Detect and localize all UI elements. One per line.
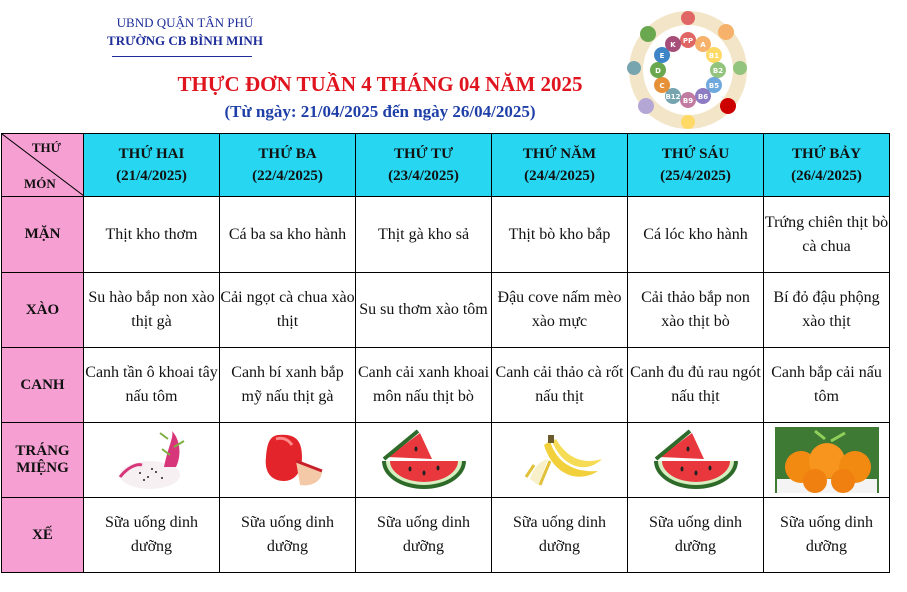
dish-cell: Sữa uống dinh dưỡng xyxy=(628,498,764,573)
day-header xyxy=(628,134,764,197)
dish-cell: Su su thơm xào tôm xyxy=(356,273,492,348)
corner-label-day: THỨ xyxy=(31,140,61,155)
dish-cell: Sữa uống dinh dưỡng xyxy=(492,498,628,573)
vitamin-label: PP xyxy=(682,37,694,45)
day-name: THỨ BẢY xyxy=(791,146,862,162)
vitamin-dots xyxy=(650,32,726,108)
watermelon-icon xyxy=(374,427,474,493)
dish-cell: Canh bí xanh bắp mỹ nấu thịt gà xyxy=(220,348,356,423)
dish-cell: Sữa uống dinh dưỡng xyxy=(764,498,890,573)
category-xao: XÀO xyxy=(2,273,84,348)
dessert-cell xyxy=(764,423,890,498)
vitamin-label: K xyxy=(670,41,676,50)
vitamin-label: D xyxy=(655,67,661,75)
table-row-trang-mieng xyxy=(2,423,890,498)
dish-cell: Canh cải xanh khoai môn nấu thịt bò xyxy=(356,348,492,423)
dish-cell: Canh bắp cải nấu tôm xyxy=(764,348,890,423)
day-name: THỨ SÁU xyxy=(661,146,730,162)
dessert-cell xyxy=(356,423,492,498)
dish-cell: Thịt gà kho sả xyxy=(356,197,492,273)
dish-cell: Cá ba sa kho hành xyxy=(220,197,356,273)
header-organization xyxy=(100,14,270,50)
vitamin-label: B9 xyxy=(682,97,694,105)
vitamin-label: C xyxy=(659,82,665,90)
vitamin-label: B6 xyxy=(697,92,709,101)
day-date: (26/4/2025) xyxy=(791,168,862,184)
table-row-xao xyxy=(2,273,890,348)
table-row-xe xyxy=(2,498,890,573)
vitamin-wheel-logo xyxy=(618,8,758,132)
weekly-menu-table xyxy=(1,133,890,573)
vitamin-label: B5 xyxy=(708,82,720,90)
rose-apple-icon xyxy=(238,427,338,493)
dish-cell: Sữa uống dinh dưỡng xyxy=(84,498,220,573)
org-name: UBND QUẬN TÂN PHÚ xyxy=(116,15,254,30)
food-ring-icon xyxy=(627,11,747,129)
vitamin-label: B1 xyxy=(708,52,720,60)
day-date: (24/4/2025) xyxy=(524,168,595,184)
dish-cell: Thịt kho thơm xyxy=(84,197,220,273)
dish-cell: Su hào bắp non xào thịt gà xyxy=(84,273,220,348)
day-header xyxy=(84,134,220,197)
corner-label-dish: MÓN xyxy=(24,176,56,191)
school-underline xyxy=(112,56,252,57)
banana-icon xyxy=(510,427,610,493)
vitamin-label: B2 xyxy=(712,67,724,75)
dish-cell: Cá lóc kho hành xyxy=(628,197,764,273)
menu-title: THỰC ĐƠN TUẦN 4 THÁNG 04 NĂM 2025 xyxy=(177,72,583,96)
dish-cell: Cải ngọt cà chua xào thịt xyxy=(220,273,356,348)
table-corner xyxy=(2,134,84,197)
day-header xyxy=(220,134,356,197)
dish-cell: Cải thảo bắp non xào thịt bò xyxy=(628,273,764,348)
vitamin-label: A xyxy=(700,41,706,50)
category-man: MẶN xyxy=(2,197,84,273)
day-date: (22/4/2025) xyxy=(252,168,323,184)
day-date: (23/4/2025) xyxy=(388,168,459,184)
dish-cell: Bí đỏ đậu phộng xào thịt xyxy=(764,273,890,348)
day-name: THỨ NĂM xyxy=(522,146,597,162)
table-row-canh xyxy=(2,348,890,423)
orange-icon xyxy=(775,427,879,493)
category-canh: CANH xyxy=(2,348,84,423)
day-header xyxy=(492,134,628,197)
day-name: THỨ BA xyxy=(258,146,317,162)
category-xe: XẾ xyxy=(2,498,84,573)
dish-cell: Canh cải thảo cà rốt nấu thịt xyxy=(492,348,628,423)
day-header xyxy=(356,134,492,197)
dessert-cell xyxy=(628,423,764,498)
dish-cell: Trứng chiên thịt bò cà chua xyxy=(764,197,890,273)
school-name: TRƯỜNG CB BÌNH MINH xyxy=(107,33,263,48)
dish-cell: Đậu cove nấm mèo xào mực xyxy=(492,273,628,348)
dessert-cell xyxy=(492,423,628,498)
dessert-cell xyxy=(220,423,356,498)
menu-date-range: (Từ ngày: 21/04/2025 đến ngày 26/04/2025) xyxy=(224,102,536,121)
day-name: THỨ HAI xyxy=(118,146,185,162)
vitamin-label: E xyxy=(659,52,665,60)
day-header xyxy=(764,134,890,197)
dish-cell: Sữa uống dinh dưỡng xyxy=(220,498,356,573)
day-header-row xyxy=(2,134,890,197)
day-name: THỨ TƯ xyxy=(393,146,454,162)
category-trang-mieng xyxy=(2,423,84,498)
watermelon-icon xyxy=(646,427,746,493)
dessert-cell xyxy=(84,423,220,498)
dish-cell: Canh tần ô khoai tây nấu tôm xyxy=(84,348,220,423)
dragon-fruit-icon xyxy=(102,427,202,493)
day-date: (25/4/2025) xyxy=(660,168,731,184)
dish-cell: Thịt bò kho bắp xyxy=(492,197,628,273)
category-label-line: MIỆNG xyxy=(16,460,69,476)
vitamin-label: B12 xyxy=(665,92,681,101)
dish-cell: Sữa uống dinh dưỡng xyxy=(356,498,492,573)
day-date: (21/4/2025) xyxy=(116,168,187,184)
dish-cell: Canh đu đủ rau ngót nấu thịt xyxy=(628,348,764,423)
category-label-line: TRÁNG xyxy=(15,443,70,459)
table-row-man xyxy=(2,197,890,273)
